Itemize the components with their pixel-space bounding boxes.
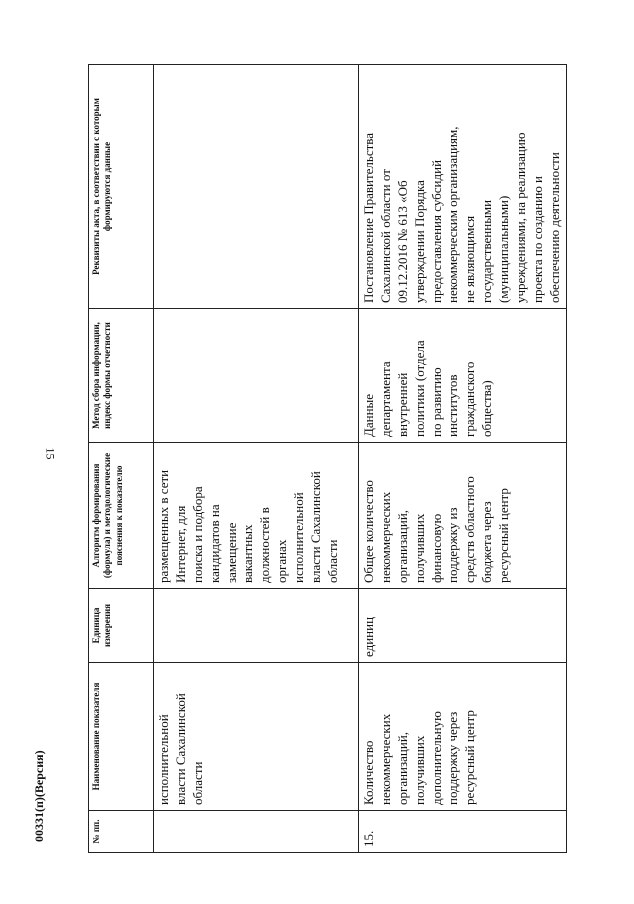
cell-indicator-name: исполнительной власти Сахалинской области: [154, 663, 359, 811]
cell-number: 15.: [359, 811, 567, 853]
footer-document-code: 00331(п)(Версия): [32, 750, 46, 842]
header-unit: Единица измерения: [89, 589, 154, 663]
cell-algorithm: Общее количество некоммерческих организаций, получивших финансовую поддержку из средств областного бюджета через ресурсный центр: [359, 443, 567, 589]
cell-unit: [154, 589, 359, 663]
table-header-row: [89, 65, 154, 853]
page-number: 15: [43, 447, 58, 460]
cell-number: [154, 811, 359, 853]
header-act-details: Реквизиты акта, в соответствии с которым формируются данные: [89, 65, 154, 309]
cell-act-details: Постановление Правительства Сахалинской области от 09.12.2016 № 613 «Об утверждении Порядка предоставления субсидий некоммерческим организациям, не являющимся государственными (муниципальными) учреждениями, на реализацию проекта по созданию и обеспечению деятельности: [359, 65, 567, 309]
header-algorithm: Алгоритм формирования (формула) и методологические пояснения к показателю: [89, 443, 154, 589]
rotated-table-container: [88, 65, 562, 853]
cell-method: Данные департамента внутренней политики (отдела по развитию институтов гражданского общества): [359, 309, 567, 443]
table-row: [359, 65, 567, 853]
table-row: [154, 65, 359, 853]
header-number: № пп.: [89, 811, 154, 853]
cell-method: [154, 309, 359, 443]
cell-unit: единиц: [359, 589, 567, 663]
header-indicator-name: Наименование показателя: [89, 663, 154, 811]
indicator-table: [88, 64, 567, 853]
cell-indicator-name: Количество некоммерческих организаций, получивших дополнительную поддержку через ресурсный центр: [359, 663, 567, 811]
header-method: Метод сбора информации, индекс формы отчетности: [89, 309, 154, 443]
cell-act-details: [154, 65, 359, 309]
cell-algorithm: размещенных в сети Интернет, для поиска и подбора кандидатов на замещение вакантных должностей в органах исполнительной власти Сахалинской области: [154, 443, 359, 589]
